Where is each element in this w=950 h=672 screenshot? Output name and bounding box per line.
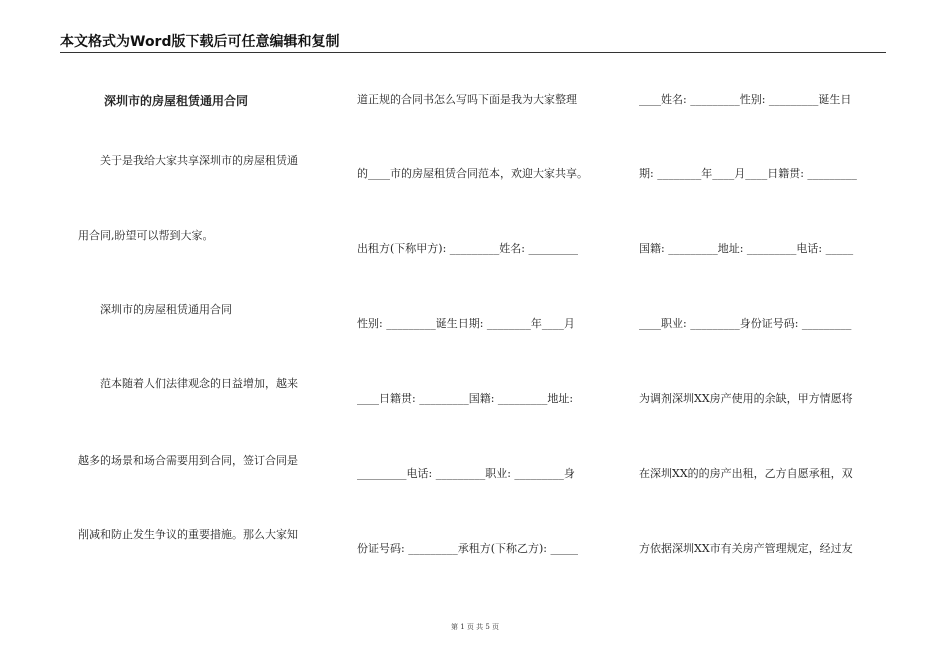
paragraph-line: 在深圳XX的的房产出租，乙方自愿承租，双 [639,467,853,480]
paragraph-line: 越多的场景和场合需要用到合同，签订合同是 [78,454,298,467]
paragraph-line: 期: ________年____月____日籍贯: _________ [639,167,857,180]
paragraph-line: _________电话: _________职业: _________身 [357,467,575,480]
page-number: 第 1 页 共 5 页 [450,623,500,631]
paragraph-line: ____职业: _________身份证号码: _________ [639,317,852,330]
paragraph-line: 范本随着人们法律观念的日益增加，越来 [100,377,298,390]
page-header [60,34,886,53]
paragraph-line: ____姓名: _________性别: _________诞生日 [639,93,852,106]
paragraph-line: 道正规的合同书怎么写吗下面是我为大家整理 [357,93,577,106]
paragraph-line: ____日籍贯: _________国籍: _________地址: [357,392,574,405]
paragraph-line: 出租方(下称甲方): _________姓名: _________ [357,242,578,255]
paragraph-line: 方依据深圳XX市有关房产管理规定，经过友 [639,542,853,555]
paragraph-line: 用合同,盼望可以帮到大家。 [78,229,214,242]
header-title: 本文格式为Word版下载后可任意编辑和复制 [60,34,340,50]
paragraph-line: 削减和防止发生争议的重要措施。那么大家知 [78,528,298,541]
paragraph-line: 国籍: _________地址: _________电话: _____ [639,242,854,255]
paragraph-line: 关于是我给大家共享深圳市的房屋租赁通 [100,154,298,167]
paragraph-line: 深圳市的房屋租赁通用合同 [100,303,232,316]
paragraph-line: 性别: _________诞生日期: ________年____月 [357,317,575,330]
paragraph-line: 份证号码: _________承租方(下称乙方): _____ [357,542,578,555]
paragraph-line: 的____市的房屋租赁合同范本，欢迎大家共享。 [357,167,588,180]
paragraph-line: 为调剂深圳XX房产使用的余缺，甲方情愿将 [639,392,853,405]
document-title: 深圳市的房屋租赁通用合同 [104,94,249,108]
